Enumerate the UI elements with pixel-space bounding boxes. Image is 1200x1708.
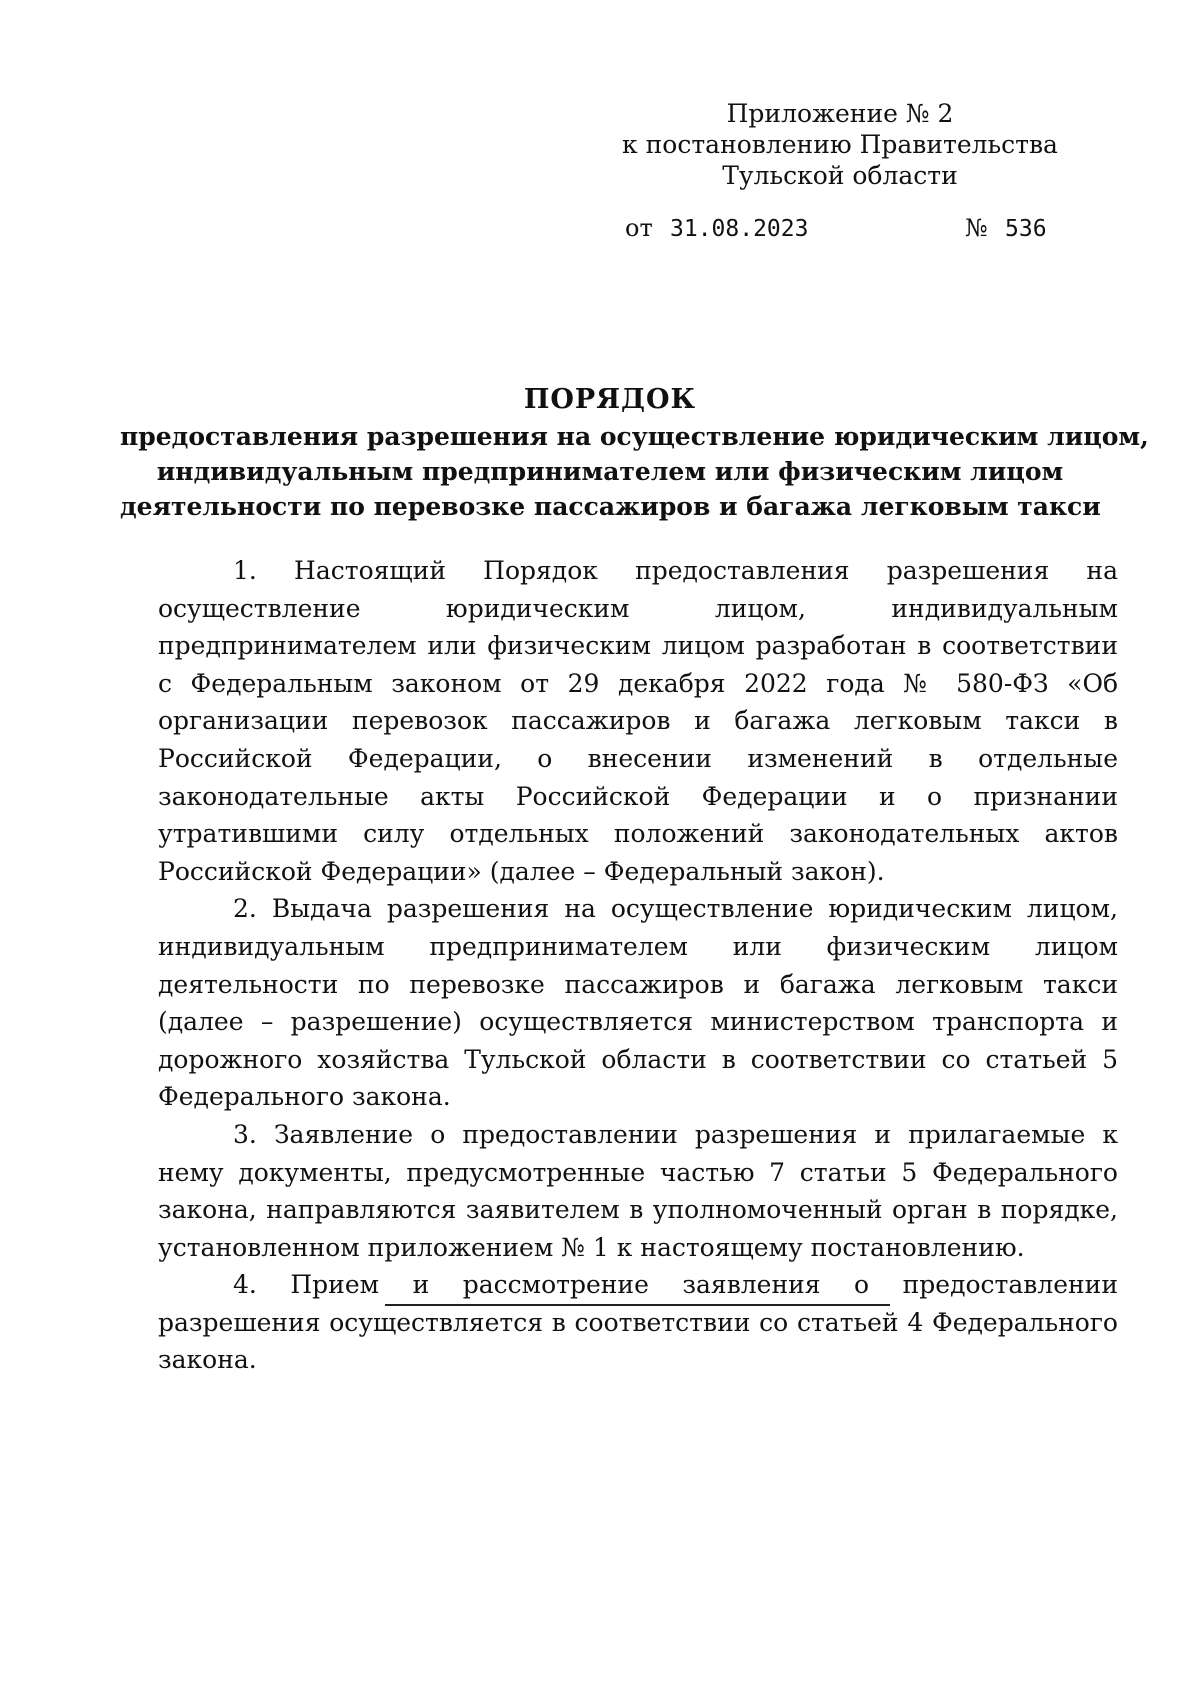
title-subtitle-line: предоставления разрешения на осуществление юридическим лицом, xyxy=(120,422,1149,451)
paragraph-1: 1. Настоящий Порядок предоставления разрешения на осуществление юридическим лицом, индивидуальным предпринимателем или физическим лицом разработан в соответствии с Федеральным законом от 29 декабря 2022 года № 580-ФЗ «Об организации перевозок пассажиров и багажа легковым такси в Российской Федерации, о внесении изменений в отдельные законодательные акты Российской Федерации и о признании утратившими силу отдельных положений законодательных актов Российской Федерации» (далее – Федеральный закон). xyxy=(158,556,1118,886)
paragraph-2: 2. Выдача разрешения на осуществление юридическим лицом, индивидуальным предпринимателем или физическим лицом деятельности по перевозке пассажиров и багажа легковым такси (далее – разрешение) осуществляется министерством транспорта и дорожного хозяйства Тульской области в соответствии со статьей 5 Федерального закона. xyxy=(158,894,1118,1112)
appendix-region: Тульской области xyxy=(722,161,958,190)
document-body xyxy=(158,552,1118,1379)
number-prefix: № xyxy=(965,214,988,242)
date-prefix: от xyxy=(625,214,653,242)
registration-line xyxy=(625,214,1060,250)
appendix-header xyxy=(620,98,1060,191)
title-heading: ПОРЯДОК xyxy=(523,384,697,415)
closing-divider xyxy=(385,1304,890,1306)
paragraph-3: 3. Заявление о предоставлении разрешения и прилагаемые к нему документы, предусмотренные частью 7 статьи 5 Федерального закона, направляются заявителем в уполномоченный орган в порядке, установленном приложением № 1 к настоящему постановлению. xyxy=(158,1119,1118,1262)
title-subtitle-line: деятельности по перевозке пассажиров и багажа легковым такси xyxy=(120,492,1101,521)
document-title xyxy=(120,382,1149,524)
resolution-date: 31.08.2023 xyxy=(670,216,809,242)
title-subtitle xyxy=(120,419,1149,524)
resolution-number: 536 xyxy=(1005,216,1047,242)
paragraph-4: 4. Прием и рассмотрение заявления о предоставлении разрешения осуществляется в соответствии со статьей 4 Федерального закона. xyxy=(158,1270,1118,1375)
appendix-reference: к постановлению Правительства xyxy=(622,130,1058,159)
appendix-number: Приложение № 2 xyxy=(726,99,954,128)
title-subtitle-line: индивидуальным предпринимателем или физическим лицом xyxy=(156,457,1064,486)
